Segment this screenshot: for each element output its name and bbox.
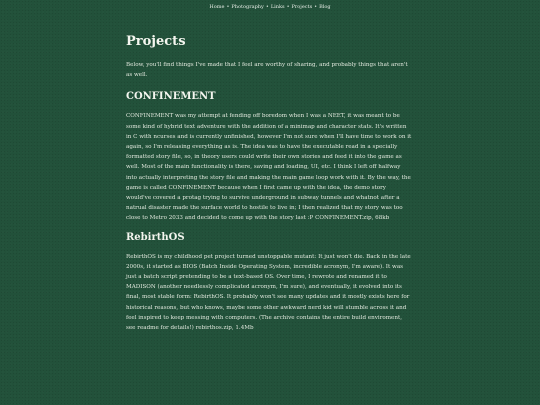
top-navigation	[0, 0, 540, 11]
nav-separator: •	[286, 4, 290, 10]
intro-paragraph: Below, you'll find things I've made that I feel are worthy of sharing, and probably things that aren't as well.	[126, 62, 408, 79]
download-link-confinement[interactable]: CONFINEMENT.zip, 68kb	[315, 215, 390, 222]
nav-link-blog[interactable]: Blog	[319, 4, 331, 10]
project-description-rebirthos	[126, 252, 412, 334]
project-description-text: CONFINEMENT was my attempt at fending off boredom when I was a NEET, it was meant to be some kind of hybrid text adventure with the addition of a minimap and character stats. It's written in C with ncurses and is currently unfinished, however I'm not sure when I'll have time to work on it again, so I'm releasing everything as is. The idea was to have the executable read in a specially formatted story file, so, in theory users could write their own stories and feed it into the game as well. Most of the main functionality is there, saving and loading, UI, etc. I think I left off halfway into actually interpreting the story file and making the main game loop work with it. By the way, the game is called CONFINEMENT because when I first came up with the idea, the demo story would've covered a protag trying to survive underground in subway tunnels and whatnot after a natrual disaster made the surface world to hostile to live in; I then realized that my story was too close to Metro 2033 and decided to come up with the story last :P	[126, 113, 412, 222]
project-description-confinement	[126, 111, 412, 223]
page-title: Projects	[126, 34, 186, 49]
nav-link-projects[interactable]: Projects	[291, 4, 313, 10]
nav-separator: •	[265, 4, 269, 10]
nav-link-photography[interactable]: Photography	[231, 4, 264, 10]
nav-separator: •	[314, 4, 318, 10]
download-link-rebirthos[interactable]: rebirthos.zip, 1.4Mb	[195, 325, 254, 332]
project-heading-rebirthos: RebirthOS	[126, 231, 185, 243]
nav-separator: •	[226, 4, 230, 10]
nav-link-links[interactable]: Links	[270, 4, 285, 10]
project-description-text: RebirthOS is my childhood pet project turned unstoppable mutant: It just won't die. Back in the late 2000s, it started as BIOS (Batch Inside Operating System, incredible acronym, I'm aware). It was just a batch script pretending to be a text-based OS. Over time, I rewrote and renamed it to MADISON (another needlessly complicated acronym, I'm sure), and eventually, it evolved into its final, most stable form: RebirthOS. It probably won't see many updates and it mostly exists here for historical reasons, but who knows, maybe some other awkward nerd kid will stumble across it and feel inspired to keep messing with computers. (The archive contains the entire build enviroment, see readme for details!)	[126, 253, 411, 332]
main-content	[126, 30, 412, 333]
nav-link-home[interactable]: Home	[209, 4, 225, 10]
project-heading-confinement: CONFINEMENT	[126, 91, 216, 103]
